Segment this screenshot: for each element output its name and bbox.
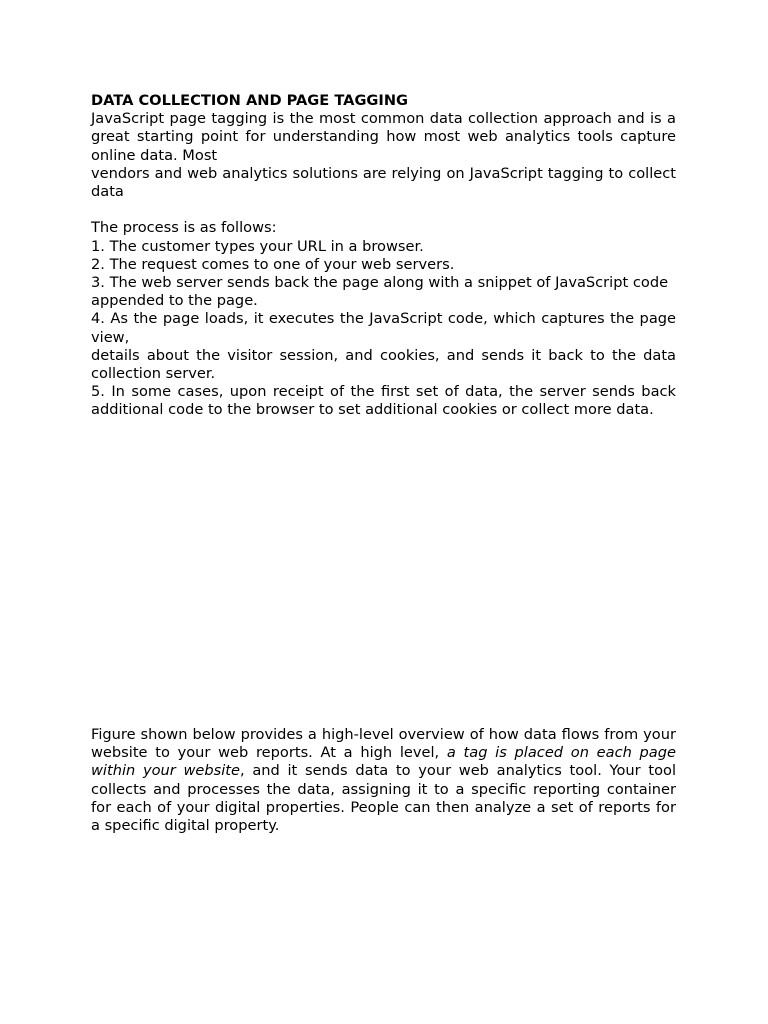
process-step-4: 4. As the page loads, it executes the JavaScript code, which captures the page view, (91, 310, 676, 346)
figure-text-start: Figure shown below provides a high-level overview of how data flows from your website to your web reports. At a high level, (91, 726, 676, 762)
document-section-top (91, 92, 676, 420)
figure-paragraph (91, 726, 676, 835)
process-step-3-continued: appended to the page. (91, 292, 258, 310)
document-section-figure (91, 726, 676, 835)
process-step-1: 1. The customer types your URL in a browser. (91, 237, 424, 255)
process-step-2: 2. The request comes to one of your web servers. (91, 255, 455, 273)
process-step-3: 3. The web server sends back the page along with a snippet of JavaScript code (91, 274, 669, 292)
blank-line (91, 201, 676, 219)
section-heading: DATA COLLECTION AND PAGE TAGGING (91, 92, 409, 109)
figure-text-end: , and it sends data to your web analytics tool. Your tool collects and processes the data, assigning it to a specific reporting container for each of your digital properties. People can then analyze a set of reports for a specific digital property. (91, 762, 677, 835)
figure-text-emphasis: a tag is placed on each page within your website (91, 744, 676, 780)
intro-paragraph-2: vendors and web analytics solutions are relying on JavaScript tagging to collect data (91, 164, 676, 201)
process-step-4-continued: details about the visitor session, and cookies, and sends it back to the data collection server. (91, 346, 676, 383)
process-intro: The process is as follows: (91, 219, 277, 237)
process-step-5: 5. In some cases, upon receipt of the first set of data, the server sends back additional code to the browser to set additional cookies or collect more data. (91, 383, 676, 419)
intro-paragraph-1: JavaScript page tagging is the most common data collection approach and is a great starting point for understanding how most web analytics tools capture online data. Most (91, 110, 676, 164)
